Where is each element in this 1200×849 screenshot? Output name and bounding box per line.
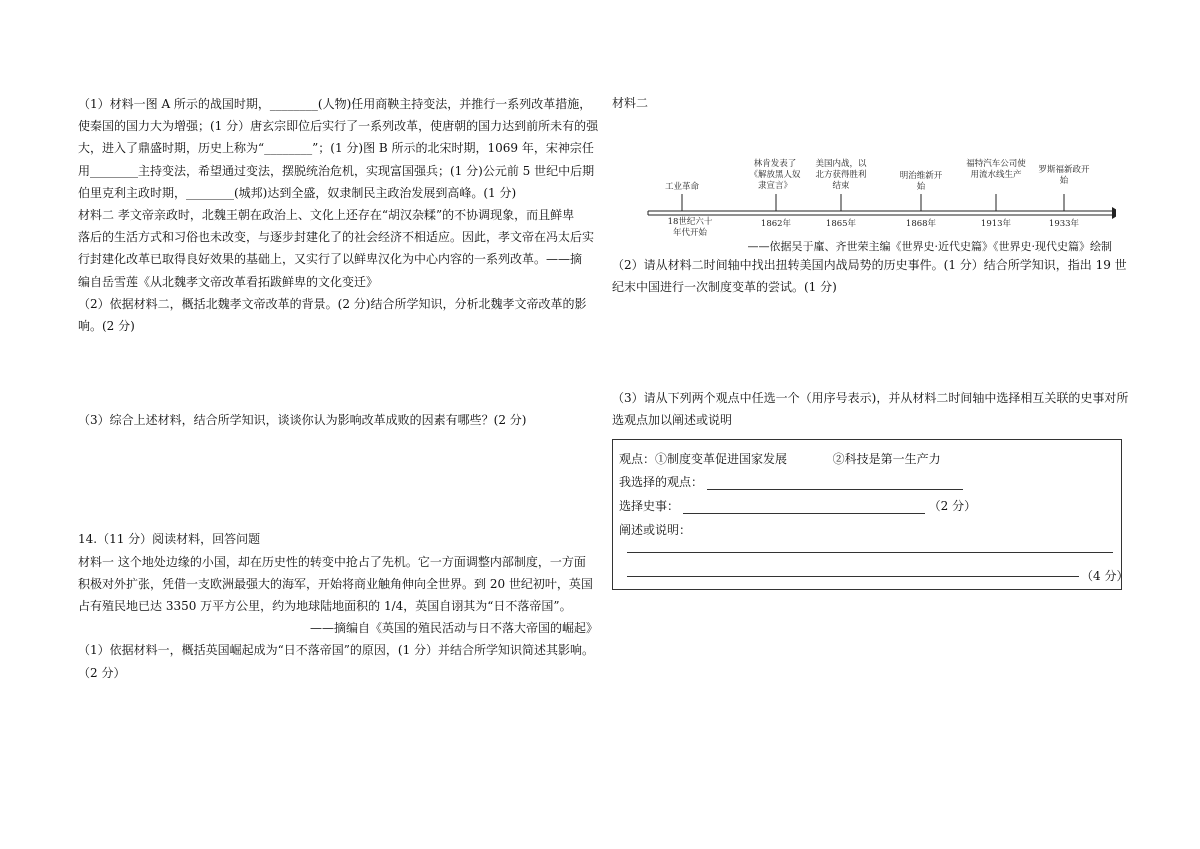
year-label: 1868年 [905, 219, 937, 230]
year-label: 1865年 [825, 219, 857, 230]
arrow-head-icon [1112, 207, 1116, 219]
my-choice-label: 我选择的观点： [619, 475, 704, 490]
history-score: （2 分） [928, 499, 977, 514]
q13-part2-line1: （2）依据材料二，概括北魏孝文帝改革的背景。(2 分)结合所学知识，分析北魏孝文帝改革的影 [78, 296, 587, 311]
q14-material1-line2: 积极对外扩张，凭借一支欧洲最强大的海军，开始将商业触角伸向全世界。到 20 世纪初叶，英国 [78, 576, 593, 591]
history-row [619, 497, 976, 514]
year-label: 1933年 [1048, 219, 1080, 230]
explain-line-2[interactable] [627, 576, 1079, 577]
left-column [78, 93, 598, 684]
history-label: 选择史事： [619, 499, 680, 514]
material2-label: 材料二 [612, 96, 649, 110]
q13-part3: （3）综合上述材料，结合所学知识，谈谈你认为影响改革成败的因素有哪些？(2 分) [78, 413, 527, 428]
q13b-part2-line2: 纪末中国进行一次制度变革的尝试。(1 分) [612, 280, 837, 295]
q13-part1-line2: 使秦国的国力大为增强；(1 分）唐玄宗即位后实行了一系列改革，使唐朝的国力达到前所未有的强 [78, 119, 599, 134]
event-label: 美国内战，以北方获得胜利结束 [815, 159, 867, 192]
year-label: 1862年 [760, 219, 792, 230]
material2-line3: 行封建化改革已取得良好效果的基础上，又实行了以鲜卑汉化为中心内容的一系列改革。——摘 [78, 252, 583, 267]
q13b-part2-line1: （2）请从材料二时间轴中找出扭转美国内战局势的历史事件。(1 分）结合所学知识，指出 19 世 [612, 258, 1127, 273]
q13b-part3-line2: 选观点加以阐述或说明 [612, 412, 733, 427]
year-label: 18世纪六十年代开始 [667, 217, 713, 239]
q14-source: ——摘编自《英国的殖民活动与日不落大帝国的崛起》 [309, 621, 598, 636]
explain-label: 阐述或说明： [619, 523, 692, 538]
my-choice-field[interactable] [707, 475, 963, 490]
material2-line4: 编自岳雪莲《从北魏孝文帝改革看拓跋鲜卑的文化变迁》 [78, 274, 379, 289]
q13b-part3-line1: （3）请从下列两个观点中任选一个（用序号表示)，并从材料二时间轴中选择相互关联的史事对所 [612, 390, 1129, 405]
q13-part1-line4: 用________主持变法，希望通过变法，摆脱统治危机，实现富国强兵；(1 分)公元前 5 世纪中后期 [78, 163, 595, 178]
q13-part1-line1: （1）材料一图 A 所示的战国时期，________(人物)任用商鞅主持变法，并推行一系列改革措施， [78, 97, 592, 111]
timeline-source: ——依据吴于廑、齐世荣主编《世界史·近代史篇》《世界史·现代史篇》绘制 [747, 240, 1112, 254]
final-score: （4 分） [1081, 569, 1129, 584]
history-field[interactable] [683, 499, 925, 514]
explain-line-1[interactable] [627, 552, 1113, 553]
q13-part2-line2: 响。(2 分) [78, 319, 135, 334]
material2-line2: 落后的生活方式和习俗也未改变，与逐步封建化了的社会经济不相适应。因此，孝文帝在冯太后实 [78, 230, 595, 245]
right-column [612, 92, 1132, 590]
answer-space [612, 299, 1132, 387]
year-label: 1913年 [980, 219, 1012, 230]
q13-part1-line5: 伯里克利主政时期，________(城邦)达到全盛，奴隶制民主政治发展到高峰。(1 分) [78, 185, 517, 200]
answer-space [78, 337, 598, 409]
answer-space [78, 431, 598, 528]
answer-box [612, 439, 1129, 590]
material2-line1: 材料二 孝文帝亲政时，北魏王朝在政治上、文化上还存在“胡汉杂糅”的不协调现象，而且鲜卑 [78, 208, 575, 223]
event-label: 明治维新开始 [899, 171, 943, 193]
q14-part1-line2: （2 分） [78, 665, 126, 680]
q14-material1-line3: 占有殖民地已达 3350 万平方公里，约为地球陆地面积的 1/4，英国自诩其为“日不落帝国”。 [78, 599, 572, 614]
event-label: 林肯发表了《解放黑人奴隶宣言》 [749, 159, 801, 192]
q14-material1-line1: 材料一 这个地处边缘的小国，却在历史性的转变中抢占了先机。它一方面调整内部制度，一方面 [78, 554, 586, 569]
viewpoint-1: 观点：①制度变革促进国家发展 [619, 452, 788, 467]
q13-part1-line3: 大，进入了鼎盛时期，历史上称为“________”；(1 分)图 B 所示的北宋时期，1069 年，宋神宗任 [78, 141, 594, 156]
my-choice-row [619, 473, 963, 490]
viewpoints-row [619, 450, 941, 467]
event-label: 工业革命 [664, 182, 699, 193]
q14-title: 14.（11 分）阅读材料，回答问题 [78, 532, 261, 547]
event-label: 罗斯福新政开始 [1038, 165, 1090, 187]
event-label: 福特汽车公司使用流水线生产 [966, 159, 1026, 181]
q14-part1-line1: （1）依据材料一，概括英国崛起成为“日不落帝国”的原因，(1 分）并结合所学知识简述其影响。 [78, 643, 595, 658]
timeline [646, 124, 1116, 239]
viewpoint-2: ②科技是第一生产力 [832, 452, 941, 467]
